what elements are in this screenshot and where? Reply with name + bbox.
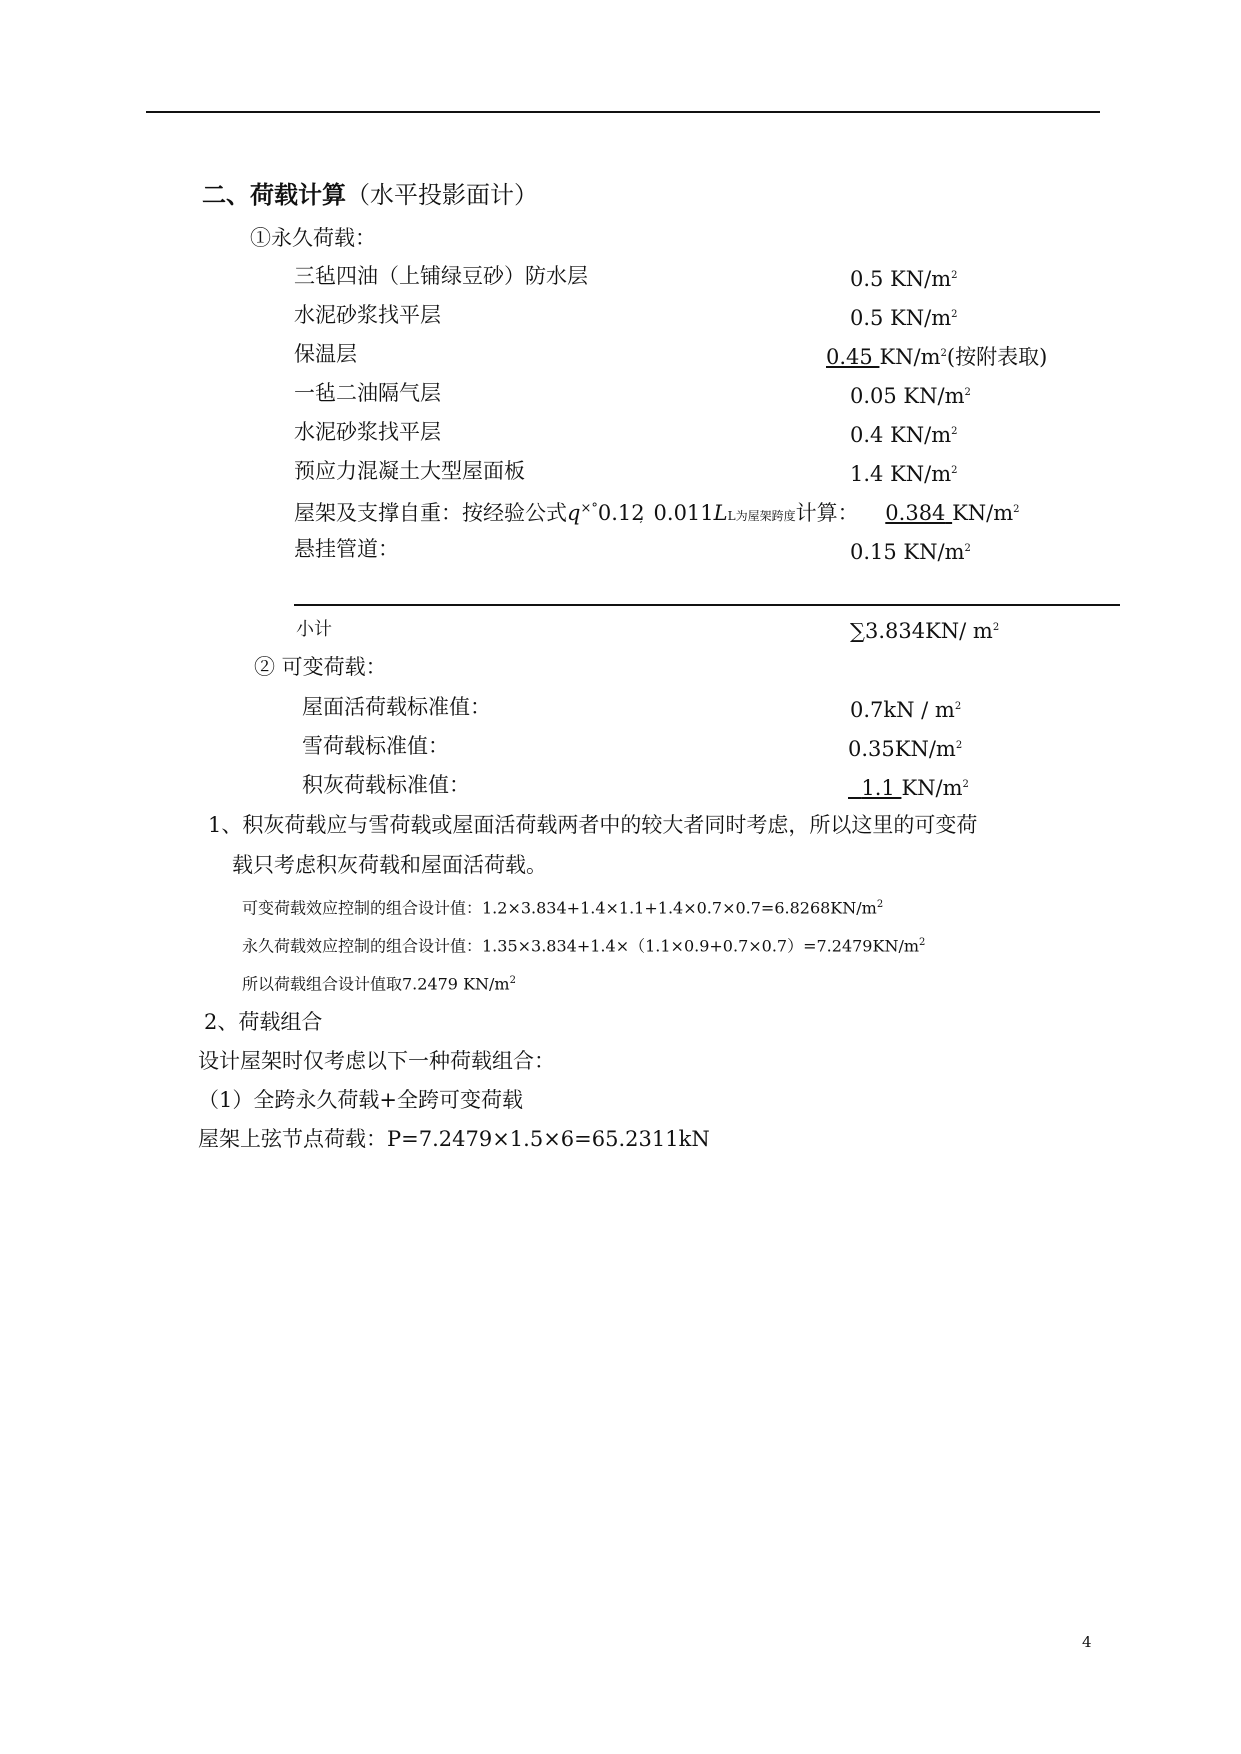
truss-value: 0.384 (885, 501, 946, 525)
combo-line: 屋架上弦节点荷载：P=7.2479×1.5×6=65.2311kN (198, 1127, 710, 1151)
variable-item-value: 1.1 $KN/m^2$ (861, 776, 969, 800)
combo-heading: 2、荷载组合 (204, 1010, 323, 1034)
permanent-item-name: 三毡四油（上铺绿豆砂）防水层 (294, 264, 588, 288)
permanent-item-value: 0.5 $KN/m^2$ (850, 267, 958, 291)
permanent-item-name: 预应力混凝土大型屋面板 (294, 459, 525, 483)
permanent-item-name: 一毡二油隔气层 (294, 381, 441, 405)
formula-coef2: 0.011 (653, 501, 714, 525)
formula-coef1: 0.12 (597, 501, 645, 525)
permanent-item-name: 保温层 (294, 342, 357, 366)
combo-line: （1）全跨永久荷载+全跨可变荷载 (198, 1088, 523, 1112)
permanent-item-value: 0.5 $KN/m^2$ (850, 306, 958, 330)
subtotal-label: 小计 (296, 619, 332, 640)
note-paragraph-line2: 载只考虑积灰荷载和屋面活荷载。 (232, 853, 547, 877)
formula-L: L (713, 501, 728, 525)
permanent-item-value: 1.4 $KN/m^2$ (850, 462, 958, 486)
section-title (202, 180, 538, 210)
truss-weight-line: 屋架及支撑自重：按经验公式q×°0.12̦ 0.011LL为屋架跨度计算： 0.384 $KN/m^2$ (294, 501, 1020, 525)
section-title-rest: （水平投影面计） (346, 181, 538, 209)
calc-line: 所以荷载组合设计值取7.2479 $KN/m^2$ (242, 974, 516, 994)
pipe-value: 0.15 $KN/m^2$ (850, 540, 971, 564)
page-number: 4 (1082, 1633, 1092, 1651)
truss-label-end: 计算： (795, 501, 859, 525)
permanent-item-value: 0.4 $KN/m^2$ (850, 423, 958, 447)
permanent-item-value: 0.45 $KN/m^2$(按附表取) (826, 345, 1048, 369)
header-rule (146, 111, 1100, 113)
permanent-item-value: 0.05 $KN/m^2$ (850, 384, 971, 408)
combo-line: 设计屋架时仅考虑以下一种荷载组合： (198, 1049, 555, 1073)
formula-q: q (567, 501, 581, 525)
section-title-bold: 二、荷载计算 (202, 181, 346, 209)
calc-line: 可变荷载效应控制的组合设计值：$1.2\times 3.834+1.4\times 1.1+1.4\times 0.7\times 0.7=6.8268KN/m^2$ (242, 898, 884, 918)
subtotal-value: ∑3.834KN/ $m^2$ (850, 619, 1000, 643)
calc-line: 永久荷载效应控制的组合设计值：$1.35\times 3.834+1.4\times(1.1\times 0.9+0.7\times 0.7)=7.2479KN/m^2$ (242, 936, 926, 956)
truss-label: 屋架及支撑自重：按经验公式 (294, 501, 567, 525)
variable-item-name: 积灰荷载标准值： (302, 773, 470, 797)
pipe-name: 悬挂管道： (294, 537, 399, 561)
permanent-item-name: 水泥砂浆找平层 (294, 420, 441, 444)
variable-item-value: $0.35KN/m^2$ (848, 737, 963, 761)
variable-heading: ② 可变荷载： (254, 655, 387, 679)
formula-note: L为屋架跨度 (727, 509, 796, 523)
permanent-heading: ①永久荷载： (250, 226, 376, 250)
note-paragraph-line1: 1、积灰荷载应与雪荷载或屋面活荷载两者中的较大者同时考虑，所以这里的可变荷 (208, 813, 978, 837)
variable-item-value: $0.7kN / m^2$ (850, 698, 962, 722)
permanent-item-name: 水泥砂浆找平层 (294, 303, 441, 327)
variable-item-name: 屋面活荷载标准值： (302, 695, 491, 719)
variable-item-name: 雪荷载标准值： (302, 734, 449, 758)
subtotal-rule (294, 604, 1120, 606)
